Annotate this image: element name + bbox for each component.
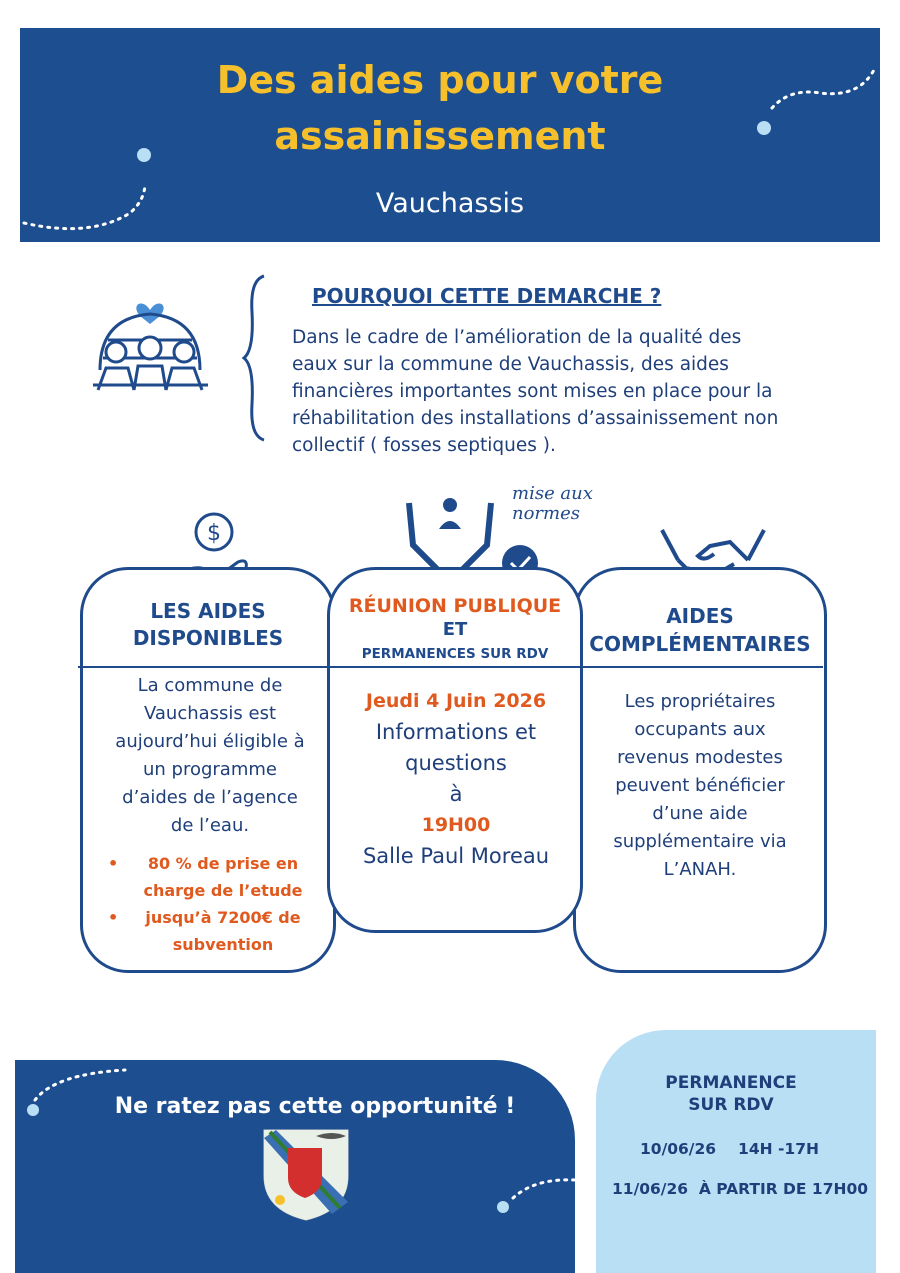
page-title: Des aides pour votre assainissement xyxy=(216,58,664,158)
permanence-slot-2: 11/06/26 À PARTIR DE 17H00 xyxy=(612,1180,869,1198)
card-mid-title: RÉUNION PUBLIQUE ET PERMANENCES SUR RDV xyxy=(348,595,562,662)
slogan: Ne ratez pas cette opportunité ! xyxy=(114,1094,516,1119)
community-icon xyxy=(88,290,228,410)
card-left-title: LES AIDES DISPONIBLES xyxy=(132,599,284,650)
why-paragraph: Dans le cadre de l’amélioration de la qualité des eaux sur la commune de Vauchassis, des aides financières importantes sont mises en place pour la réhabilitation des installations d’assainissement non collectif ( fosses septiques ). xyxy=(292,327,779,456)
card-left-text: La commune de Vauchassis est aujourd’hui éligible à un programme d’aides de l’agence de l’eau. xyxy=(115,675,305,836)
card-right-title: AIDES COMPLÉMENTAIRES xyxy=(589,604,811,656)
card-mid-text: Jeudi 4 Juin 2026 Informations et questions à 19H00 Salle Paul Moreau xyxy=(362,690,550,868)
permanence-slot-1: 10/06/26 14H -17H xyxy=(640,1140,819,1158)
coat-of-arms-icon xyxy=(262,1128,350,1222)
svg-text:$: $ xyxy=(207,521,221,546)
bullet-item: • jusqu’à 7200€ de subvention xyxy=(108,904,308,958)
card-left-bullets xyxy=(108,850,308,958)
bullet-item: • 80 % de prise en charge de l’etude xyxy=(108,850,308,904)
card-right-text: Les propriétaires occupants aux revenus modestes peuvent bénéficier d’une aide supplémentaire via L’ANAH. xyxy=(613,691,787,880)
brace-decoration xyxy=(240,272,270,444)
permanence-title: PERMANENCE SUR RDV xyxy=(665,1073,797,1115)
cards-divider xyxy=(78,666,823,668)
handwritten-note: mise aux normes xyxy=(512,483,593,524)
why-heading: POURQUOI CETTE DEMARCHE ? xyxy=(312,284,662,308)
page-subtitle: Vauchassis xyxy=(375,188,525,219)
